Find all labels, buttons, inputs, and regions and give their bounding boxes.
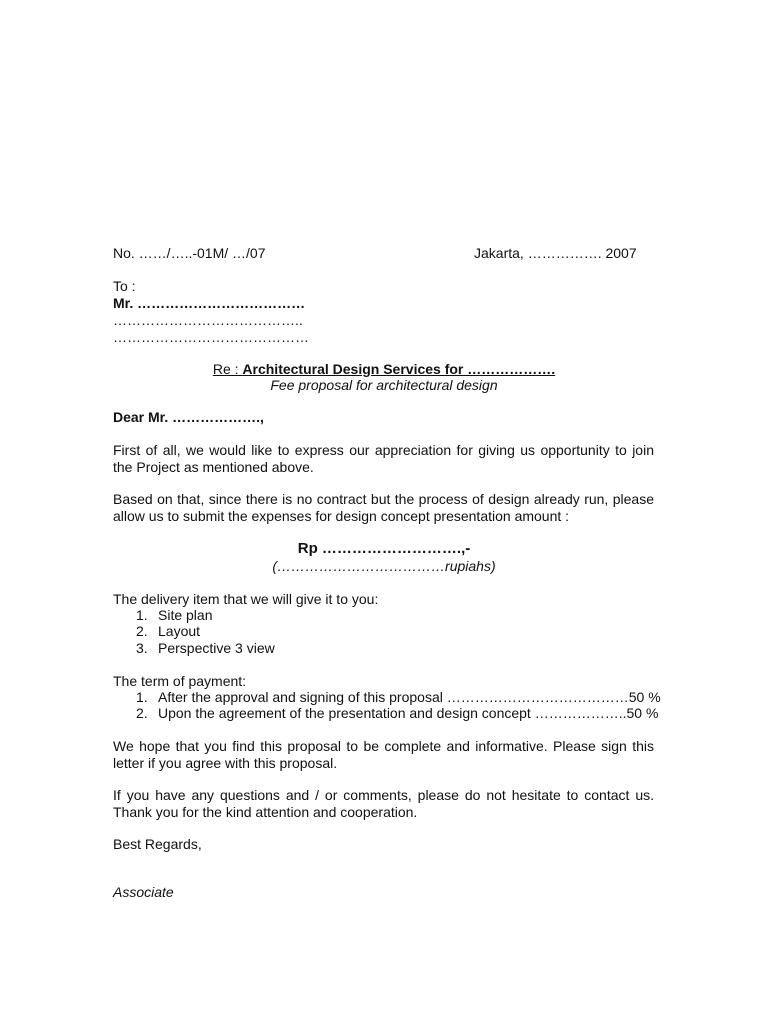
delivery-intro: The delivery item that we will give it to you: bbox=[113, 591, 379, 607]
payment-intro: The term of payment: bbox=[113, 673, 247, 689]
basis-paragraph: Based on that, since there is no contract but the process of design already run, please allow us to submit the expenses for design concept presentation amount : bbox=[113, 491, 654, 524]
recipient-address-line-2: …………………………………… bbox=[113, 329, 309, 345]
subject-title: Architectural Design Services for ………………. bbox=[242, 361, 556, 377]
list-item: 2. Layout bbox=[136, 623, 201, 639]
amount-value: Rp ……………………….,- bbox=[297, 540, 471, 557]
list-item: 2. Upon the agreement of the presentation and design concept ………………..50 % bbox=[136, 705, 659, 721]
reference-number: No. ……/…..-01M/ …/07 bbox=[113, 245, 266, 261]
intro-paragraph: First of all, we would like to express our appreciation for giving us opportunity to join the Project as mentioned above. bbox=[113, 442, 654, 475]
to-label: To : bbox=[113, 278, 136, 294]
salutation: Dear Mr. ………………., bbox=[113, 409, 264, 425]
list-item: 1. Site plan bbox=[136, 607, 213, 623]
amount-in-words: (………………………………rupiahs) bbox=[272, 558, 496, 574]
list-item: 3. Perspective 3 view bbox=[136, 640, 275, 656]
regards: Best Regards, bbox=[113, 836, 202, 852]
recipient-address-line-1: ………………………………….. bbox=[113, 312, 303, 328]
place-date: Jakarta, ……………. 2007 bbox=[474, 245, 637, 261]
subject-line bbox=[0, 361, 768, 377]
questions-paragraph: If you have any questions and / or comments, please do not hesitate to contact us. Thank you for the kind attention and cooperation. bbox=[113, 787, 654, 820]
subject-subtitle: Fee proposal for architectural design bbox=[270, 377, 498, 393]
hope-paragraph: We hope that you find this proposal to be complete and informative. Please sign this letter if you agree with this proposal. bbox=[113, 738, 654, 771]
signatory-title: Associate bbox=[113, 884, 174, 900]
recipient-name: Mr. ……………………………… bbox=[113, 295, 306, 311]
subject-re-label: Re : bbox=[212, 361, 243, 377]
list-item: 1. After the approval and signing of this proposal …………………………………50 % bbox=[136, 689, 661, 705]
